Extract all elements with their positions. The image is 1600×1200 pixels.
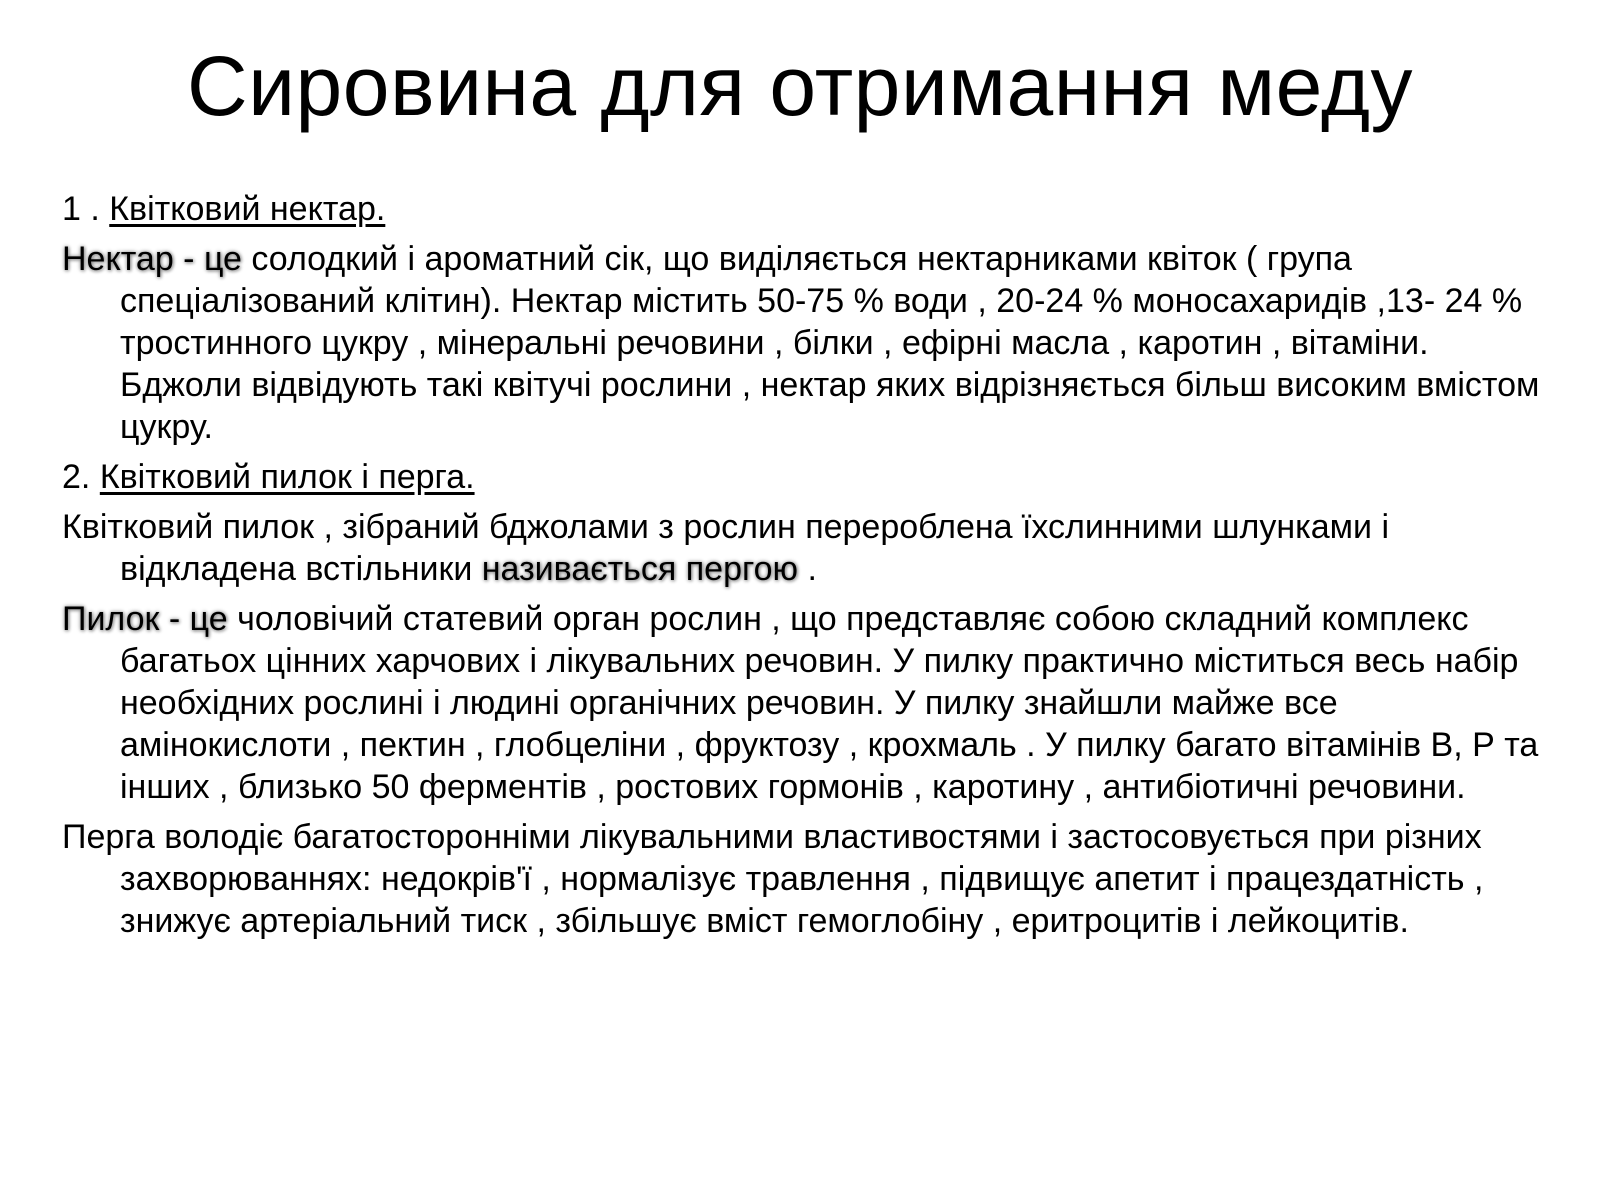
paragraph-pollen-definition [62,598,1552,808]
slide-body [62,188,1552,950]
paragraph-perga-definition [62,506,1552,590]
slide-title: Сировина для отримання меду [186,39,1414,133]
paragraph-nectar-definition [62,238,1552,448]
highlighted-term: називається пергою [481,550,799,588]
highlighted-term: Пилок - це [62,600,228,638]
paragraph-text: Перга володіє багатосторонніми лікувальними властивостями і застосовується при різних захворюваннях: недокрів'ї , нормалізує травлення , підвищує апетит і працездатність , знижує артеріальний тиск , збільшує вміст гемоглобіну , еритроцитів і лейкоцитів. [62,818,1484,940]
section-heading: Квітковий нектар. [109,190,386,228]
paragraph-pollen-heading [62,456,1552,498]
paragraph-end: . [798,550,817,588]
list-number: 1 . [62,190,110,228]
highlighted-term: Нектар - це [62,240,242,278]
list-number: 2. [62,458,100,496]
paragraph-nectar-heading [62,188,1552,230]
paragraph-text: Квітковий пилок , зібраний бджолами з рослин перероблена їхслинними шлунками і відкладена встільники [62,508,1390,588]
section-heading: Квітковий пилок і перга. [99,458,475,496]
paragraph-perga-properties [62,816,1552,942]
paragraph-text: солодкий і ароматний сік, що виділяється нектарниками квіток ( група спеціалізований клітин). Нектар містить 50-75 % води , 20-24 % моносахаридів ,13- 24 % тростинного цукру , мінеральні речовини , білки , ефірні масла , каротин , вітаміни. Бджоли відвідують такі квітучі рослини , нектар яких відрізняється більш високим вмістом цукру. [120,240,1540,446]
paragraph-text: чоловічий статевий орган рослин , що представляє собою складний комплекс багатьох цінних харчових і лікувальних речовин. У пилку практично міститься весь набір необхідних рослині і людині органічних речовин. У пилку знайшли майже все амінокислоти , пектин , глобцеліни , фруктозу , крохмаль . У пилку багато вітамінів В, Р та інших , близько 50 ферментів , ростових гормонів , каротину , антибіотичні речовини. [120,600,1539,806]
